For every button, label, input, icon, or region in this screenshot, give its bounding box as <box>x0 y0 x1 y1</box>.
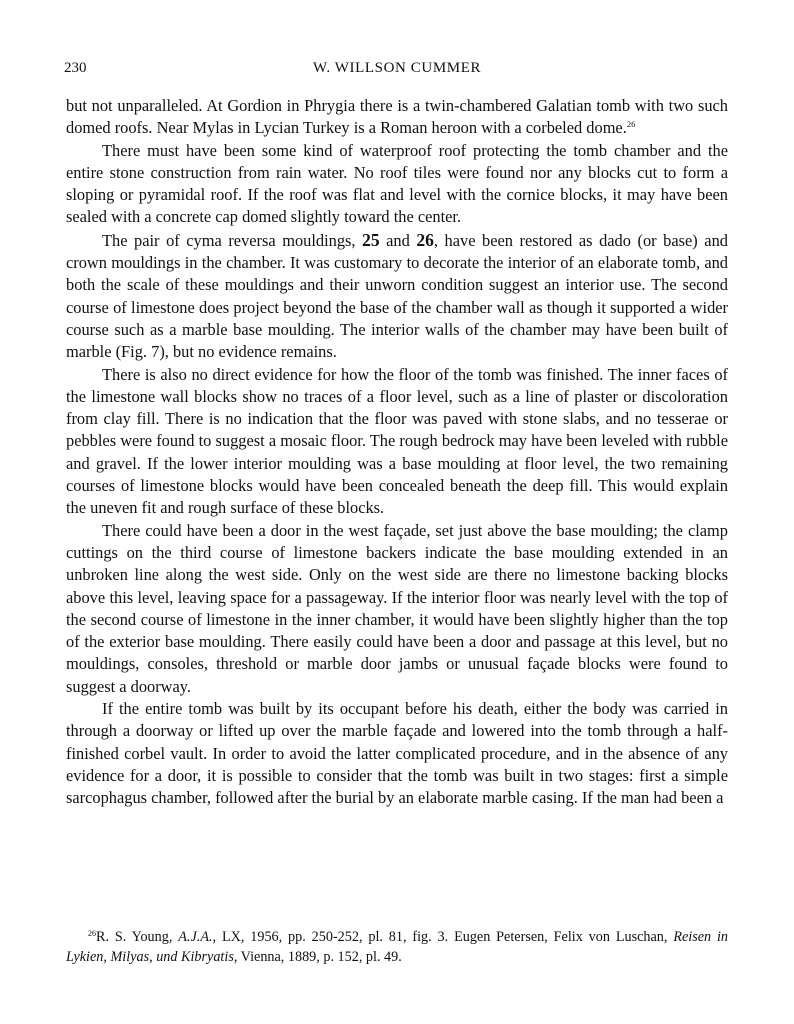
running-head <box>64 60 730 82</box>
footnote-26 <box>66 928 728 967</box>
paragraph-4: There is also no direct evidence for how the floor of the tomb was finished. The inner faces of the limestone wall blocks show no traces of a floor level, such as a line of plaster or discoloration from clay fill. There is no indication that the floor was paved with stone slabs, and no tesserae or pebbles were found to suggest a mosaic floor. The rough bedrock may have been leveled with rubble and gravel. If the lower interior moulding was a base moulding at floor level, the two remaining courses of limestone blocks would have been concealed beneath the deep fill. This would explain the uneven fit and rough surface of these blocks. <box>66 364 728 518</box>
footnote-text-1: R. S. Young, <box>96 929 173 945</box>
paragraph-3 <box>66 229 728 364</box>
paragraph-2: There must have been some kind of waterproof roof protecting the tomb chamber and the entire stone construction from rain water. No roof tiles were found nor any blocks cut to form a sloping or pyramidal roof. If the roof was flat and level with the cornice blocks, it may have been sealed with a concrete cap domed slightly toward the center. <box>66 140 728 227</box>
paragraph-1-text: but not unparalleled. At Gordion in Phrygia there is a twin-chambered Galatian tomb with two such domed roofs. Near Mylas in Lycian Turkey is a Roman heroon with a corbeled dome. <box>66 96 728 138</box>
footnote-text-2: , LX, 1956, pp. 250-252, pl. 81, fig. 3. Eugen Petersen, Felix von Luschan, <box>212 929 668 945</box>
footnote-text-3: , Vienna, 1889, p. 152, pl. 49. <box>233 948 402 965</box>
page-number: 230 <box>64 60 87 76</box>
paragraph-5: There could have been a door in the west façade, set just above the base moulding; the clamp cuttings on the third course of limestone backers indicate the base moulding extended in an unbroken line along the west side. Only on the west side are there no limestone backing blocks above this level, leaving space for a passageway. If the interior floor was nearly level with the top of the second course of limestone in the inner chamber, it would have been slightly higher than the top of the exterior base moulding. There easily could have been a door and passage at this level, but no mouldings, consoles, threshold or marble door jambs or unusual façade blocks were found to suggest a doorway. <box>66 520 728 696</box>
moulding-number-25: 25 <box>362 229 380 250</box>
paragraph-3-and: and <box>386 230 410 250</box>
paragraph-3-text-a: The pair of cyma reversa mouldings, <box>102 230 356 250</box>
moulding-number-26: 26 <box>416 229 434 250</box>
running-title: W. WILLSON CUMMER <box>312 60 482 76</box>
paragraph-6: If the entire tomb was built by its occupant before his death, either the body was carried in through a doorway or lifted up over the marble façade and lowered into the tomb through a half-finished corbel vault. In order to avoid the latter complicated procedure, and in the absence of any evidence for a door, it is possible to consider that the tomb was built in two stages: first a simple sarcophagus chamber, followed after the burial by an elaborate marble casing. If the man had been a <box>66 699 728 808</box>
footnote-journal: A.J.A. <box>178 929 213 945</box>
footnote-number: 26 <box>88 929 96 938</box>
paragraph-1 <box>66 95 728 140</box>
footnote-ref-26: 26 <box>626 119 636 130</box>
footnotes <box>66 928 728 967</box>
footnote-book-title: Reisen in Lykien, Milyas, und Kibryatis <box>66 929 729 965</box>
paragraph-3-text-b: , have been restored as dado (or base) and crown mouldings in the chamber. It was customary to decorate the interior of an elaborate tomb, and both the scale of these mouldings and their unworn condition suggest an interior use. The second course of limestone does project beyond the base of the chamber wall as though it supported a wider course such as a marble base moulding. The interior walls of the chamber may have been built of marble (Fig. 7), but no evidence remains. <box>66 230 728 362</box>
body-text <box>66 95 728 810</box>
